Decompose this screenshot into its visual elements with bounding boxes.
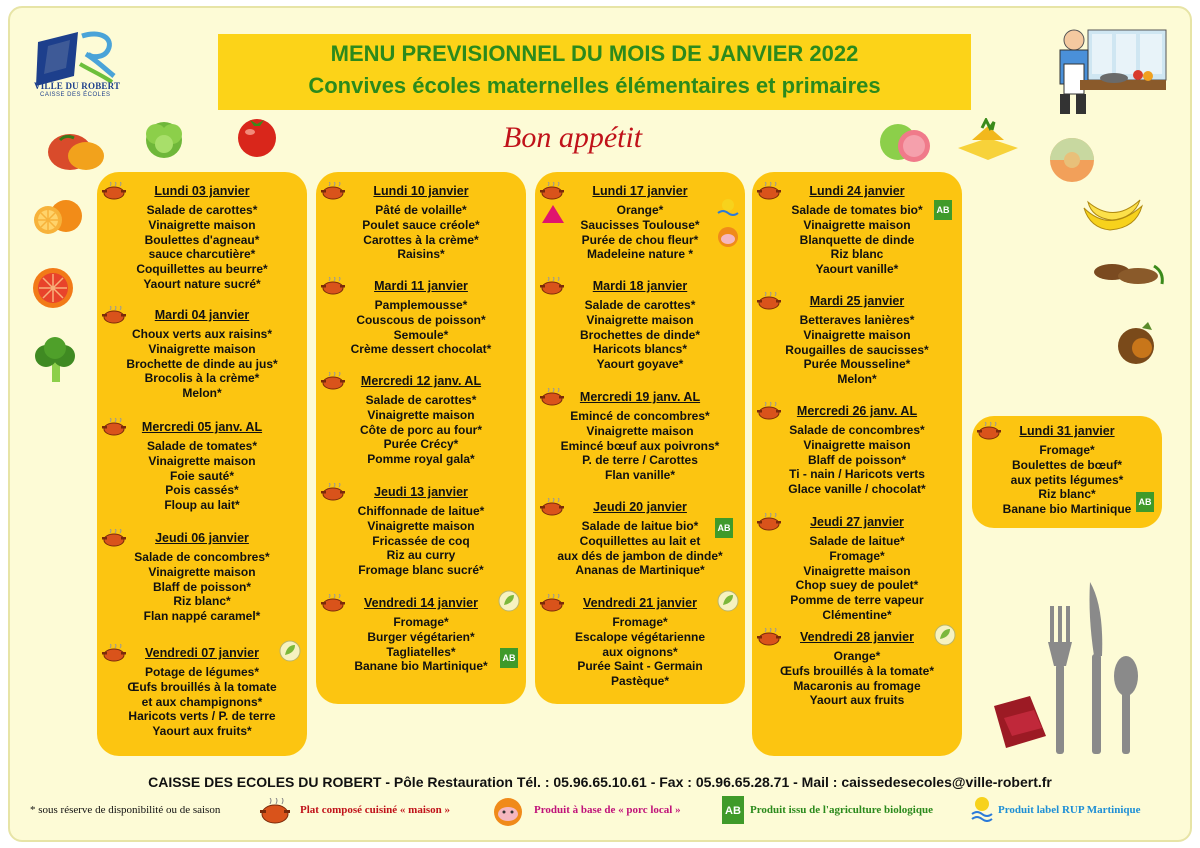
day-title: Mercredi 26 janv. AL xyxy=(796,404,918,418)
day-menu-items xyxy=(316,504,526,578)
guava-icon xyxy=(876,118,934,166)
menu-item: Ti - nain / Haricots verts xyxy=(789,467,925,482)
day-menu-items xyxy=(316,298,526,357)
menu-item: Pois cassés* xyxy=(165,483,239,498)
menu-item: Vinaigrette maison xyxy=(148,453,256,468)
day-block xyxy=(535,498,745,578)
menu-item: Pâté de volaille* xyxy=(375,203,467,217)
day-block xyxy=(972,422,1162,517)
menu-item: sauce charcutière* xyxy=(148,247,256,262)
menu-item: Purée Mousseline* xyxy=(803,357,911,372)
menu-item: Rougailles de saucisses* xyxy=(785,342,929,357)
day-block xyxy=(752,402,962,497)
tomato-icon xyxy=(232,114,282,158)
svg-text:AB: AB xyxy=(502,653,516,663)
tamarind-icon xyxy=(1092,256,1168,292)
day-title: Lundi 03 janvier xyxy=(154,184,250,198)
menu-item: Chiffonnade de laitue* xyxy=(357,504,485,518)
menu-item: Yaourt vanille* xyxy=(815,262,899,277)
menu-item: Salade de laitue* xyxy=(809,534,905,548)
day-block xyxy=(97,182,307,292)
menu-item: Orange* xyxy=(616,203,664,217)
day-menu-items xyxy=(535,409,745,483)
day-block xyxy=(316,182,526,262)
menu-item: Salade de tomates* xyxy=(146,439,258,453)
menu-item: Foie sauté* xyxy=(169,468,235,483)
day-menu-items xyxy=(752,203,962,277)
menu-item: Yaourt nature sucré* xyxy=(143,276,261,291)
day-title: Jeudi 20 janvier xyxy=(593,500,687,514)
menu-item: Orange* xyxy=(833,649,881,663)
ab-bio-icon xyxy=(500,648,518,668)
menu-item: Vinaigrette maison xyxy=(803,217,911,232)
menu-item: Yaourt goyave* xyxy=(596,357,684,372)
contact-info: CAISSE DES ECOLES DU ROBERT - Pôle Restauration Tél. : 05.96.65.10.61 - Fax : 05.96.65.28.71 - Mail : caissedesecoles@ville-robert.fr xyxy=(148,774,1052,790)
menu-item: Coquillettes au beurre* xyxy=(136,262,268,277)
svg-text:AB: AB xyxy=(725,805,741,817)
menu-item: Salade de concombres* xyxy=(134,550,270,564)
menu-item: Melon* xyxy=(182,386,222,401)
day-title: Jeudi 13 janvier xyxy=(374,485,468,499)
menu-item: Fromage blanc sucré* xyxy=(358,563,484,578)
menu-item: Pomme de terre vapeur xyxy=(790,593,924,608)
menu-item: Riz blanc* xyxy=(1038,487,1096,502)
menu-item: Tagliatelles* xyxy=(386,644,456,659)
menu-item: Purée Saint - Germain xyxy=(577,659,703,674)
day-menu-items xyxy=(752,313,962,387)
day-title: Lundi 10 janvier xyxy=(373,184,469,198)
menu-column-1 xyxy=(97,172,307,756)
menu-item: Vinaigrette maison xyxy=(803,563,911,578)
title-banner xyxy=(218,34,971,110)
legend-ab-bio-icon xyxy=(722,796,744,824)
day-menu-items xyxy=(535,203,745,262)
logo-name: VILLE DU ROBERT xyxy=(34,81,121,91)
day-block xyxy=(752,628,962,708)
menu-item: Potage de légumes* xyxy=(144,665,260,679)
day-menu-items xyxy=(316,615,526,674)
menu-item: Riz blanc* xyxy=(173,594,231,609)
day-menu-items xyxy=(535,298,745,372)
day-title: Vendredi 21 janvier xyxy=(583,596,697,610)
day-block xyxy=(316,277,526,357)
day-title: Mercredi 12 janv. AL xyxy=(360,374,482,388)
availability-note: * sous réserve de disponibilité ou de saison xyxy=(30,804,221,816)
cutlery-illustration xyxy=(990,576,1150,762)
menu-item: Fromage* xyxy=(829,548,885,563)
menu-item: Brochette de dinde au jus* xyxy=(126,356,278,371)
day-block xyxy=(752,292,962,387)
day-title: Vendredi 14 janvier xyxy=(364,596,478,610)
logo-subtitle: CAISSE DES ÉCOLES xyxy=(40,92,111,98)
mango-icon xyxy=(46,128,108,174)
legend-rup-icon xyxy=(970,796,994,822)
menu-item: Vinaigrette maison xyxy=(803,327,911,342)
day-block xyxy=(316,483,526,578)
menu-item: Fromage* xyxy=(1039,443,1095,457)
menu-item: Blaff de poisson* xyxy=(152,579,251,594)
vegetarian-leaf-icon xyxy=(717,590,739,612)
menu-item: Emincé bœuf aux poivrons* xyxy=(560,438,720,453)
menu-item: Vinaigrette maison xyxy=(148,341,256,356)
menu-item: Ananas de Martinique* xyxy=(575,563,705,578)
menu-item: Vinaigrette maison xyxy=(367,407,475,422)
menu-item: Betteraves lanières* xyxy=(799,313,915,327)
day-block xyxy=(535,277,745,372)
menu-item: Macaronis au fromage xyxy=(793,678,921,693)
day-title: Mercredi 19 janv. AL xyxy=(579,390,701,404)
menu-item: Saucisses Toulouse* xyxy=(580,217,700,232)
menu-item: Vinaigrette maison xyxy=(586,423,694,438)
day-menu-items xyxy=(97,327,307,401)
sapodilla-icon xyxy=(1112,320,1164,368)
day-menu-items xyxy=(535,519,745,578)
menu-item: Salade de laitue bio* xyxy=(581,519,699,533)
menu-item: Carottes à la crème* xyxy=(363,232,479,247)
legend-porc: Produit à base de « porc local » xyxy=(534,804,681,816)
menu-item: Fricassée de coq xyxy=(372,533,470,548)
legend-bio: Produit issu de l'agriculture biologique xyxy=(750,804,933,816)
page-subtitle: Convives écoles maternelles élémentaires et primaires xyxy=(308,73,881,98)
day-title: Lundi 31 janvier xyxy=(1019,424,1115,438)
day-title: Jeudi 06 janvier xyxy=(155,531,249,545)
day-block xyxy=(97,644,307,739)
menu-item: Floup au lait* xyxy=(164,498,240,513)
day-block xyxy=(97,529,307,624)
pineapple-icon xyxy=(952,118,1024,162)
menu-item: Banane bio Martinique* xyxy=(354,659,488,674)
day-title: Vendredi 07 janvier xyxy=(145,646,259,660)
day-title: Mardi 25 janvier xyxy=(809,294,905,308)
day-title: Mardi 18 janvier xyxy=(592,279,688,293)
svg-text:AB: AB xyxy=(717,523,731,533)
menu-item: Haricots verts / P. de terre xyxy=(128,709,276,724)
day-block xyxy=(752,182,962,277)
day-block xyxy=(316,594,526,674)
day-title: Lundi 24 janvier xyxy=(809,184,905,198)
menu-item: Salade de concombres* xyxy=(789,423,925,437)
menu-item: Purée de chou fleur* xyxy=(581,232,699,247)
vegetarian-leaf-icon xyxy=(934,624,956,646)
menu-item: Glace vanille / chocolat* xyxy=(788,482,926,497)
menu-item: Pomme royal gala* xyxy=(367,452,475,467)
menu-item: Coquillettes au lait et xyxy=(579,533,701,548)
day-block xyxy=(535,182,745,262)
menu-item: Couscous de poisson* xyxy=(356,312,486,327)
menu-item: Flan vanille* xyxy=(604,468,676,483)
legend-rup: Produit label RUP Martinique xyxy=(998,804,1141,816)
menu-item: Pastèque* xyxy=(610,674,670,689)
vegetarian-leaf-icon xyxy=(498,590,520,612)
greeting: Bon appétit xyxy=(503,121,643,154)
legend-maison: Plat composé cuisiné « maison » xyxy=(300,804,451,816)
lettuce-icon xyxy=(140,116,188,160)
rup-label-icon xyxy=(717,198,739,220)
menu-column-2 xyxy=(316,172,526,704)
ab-bio-icon xyxy=(715,518,733,538)
day-menu-items xyxy=(972,443,1162,517)
triangle-marker-icon xyxy=(541,204,565,224)
melon-icon xyxy=(1040,134,1104,184)
day-menu-items xyxy=(97,439,307,513)
day-menu-items xyxy=(97,203,307,292)
day-title: Mercredi 05 janv. AL xyxy=(141,420,263,434)
menu-item: Blaff de poisson* xyxy=(807,452,906,467)
day-title: Vendredi 28 janvier xyxy=(800,630,914,644)
menu-item: Salade de carottes* xyxy=(365,393,477,407)
menu-item: Brocolis à la crème* xyxy=(144,371,260,386)
menu-item: Fromage* xyxy=(612,615,668,629)
menu-item: Salade de tomates bio* xyxy=(791,203,923,217)
menu-item: Raisins* xyxy=(397,247,445,262)
legend-pot-icon xyxy=(258,798,292,824)
menu-item: Riz au curry xyxy=(386,548,456,563)
day-menu-items xyxy=(535,615,745,689)
svg-text:AB: AB xyxy=(936,205,950,215)
menu-item: Burger végétarien* xyxy=(367,629,475,644)
banana-icon xyxy=(1080,194,1146,238)
menu-item: aux oignons* xyxy=(602,644,678,659)
menu-item: Blanquette de dinde xyxy=(799,232,915,247)
menu-item: Melon* xyxy=(837,372,877,387)
ab-bio-icon xyxy=(1136,492,1154,512)
menu-column-3 xyxy=(535,172,745,704)
day-menu-items xyxy=(752,649,962,708)
menu-item: Riz blanc xyxy=(830,247,884,262)
menu-item: Pamplemousse* xyxy=(374,298,468,312)
day-title: Jeudi 27 janvier xyxy=(810,515,904,529)
menu-item: P. de terre / Carottes xyxy=(582,453,698,468)
menu-column-4 xyxy=(752,172,962,756)
vegetarian-leaf-icon xyxy=(279,640,301,662)
menu-item: aux dés de jambon de dinde* xyxy=(557,548,723,563)
menu-item: Salade de carottes* xyxy=(584,298,696,312)
menu-item: et aux champignons* xyxy=(141,694,263,709)
day-menu-items xyxy=(752,423,962,497)
day-block xyxy=(316,372,526,467)
menu-item: Vinaigrette maison xyxy=(803,437,911,452)
menu-item: Salade de carottes* xyxy=(146,203,258,217)
ab-bio-icon xyxy=(934,200,952,220)
menu-item: Chop suey de poulet* xyxy=(795,578,919,593)
menu-item: Vinaigrette maison xyxy=(148,564,256,579)
menu-item: Choux verts aux raisins* xyxy=(131,327,273,341)
day-block xyxy=(535,388,745,483)
menu-item: Brochettes de dinde* xyxy=(579,327,701,342)
chef-kitchen-illustration xyxy=(1040,20,1170,120)
menu-item: Poulet sauce créole* xyxy=(362,217,480,232)
day-menu-items xyxy=(316,203,526,262)
menu-item: Crème dessert chocolat* xyxy=(350,342,492,357)
menu-item: Fromage* xyxy=(393,615,449,629)
day-title: Mardi 11 janvier xyxy=(374,279,468,293)
day-title: Mardi 04 janvier xyxy=(154,308,250,322)
menu-item: Purée Crécy* xyxy=(383,437,459,452)
day-block xyxy=(97,418,307,513)
svg-text:AB: AB xyxy=(1138,497,1152,507)
day-menu-items xyxy=(316,393,526,467)
broccoli-icon xyxy=(30,336,82,384)
day-menu-items xyxy=(752,534,962,623)
menu-item: Vinaigrette maison xyxy=(586,312,694,327)
day-block xyxy=(97,306,307,401)
menu-item: Vinaigrette maison xyxy=(148,217,256,232)
menu-item: aux petits légumes* xyxy=(1010,472,1124,487)
day-title: Lundi 17 janvier xyxy=(592,184,688,198)
menu-item: Yaourt aux fruits* xyxy=(152,724,252,739)
menu-item: Boulettes de bœuf* xyxy=(1012,457,1122,472)
menu-item: Haricots blancs* xyxy=(592,342,688,357)
menu-item: Côte de porc au four* xyxy=(359,422,482,437)
menu-item: Œufs brouillés à la tomate* xyxy=(779,663,935,678)
menu-item: Semoule* xyxy=(393,327,449,342)
day-menu-items xyxy=(97,550,307,624)
menu-item: Banane bio Martinique xyxy=(1002,502,1132,517)
day-block xyxy=(535,594,745,689)
menu-item: Flan nappé caramel* xyxy=(143,609,261,624)
menu-item: Boulettes d'agneau* xyxy=(144,232,260,247)
menu-item: Madeleine nature * xyxy=(586,247,694,262)
day-menu-items xyxy=(97,665,307,739)
menu-column-5 xyxy=(972,416,1162,528)
porc-local-icon xyxy=(717,226,739,248)
menu-item: Vinaigrette maison xyxy=(367,518,475,533)
menu-item: Yaourt aux fruits xyxy=(809,693,905,708)
legend-porc-local-icon xyxy=(490,796,526,828)
menu-item: Clémentine* xyxy=(822,607,892,622)
menu-item: Escalope végétarienne xyxy=(574,629,706,644)
menu-item: Œufs brouillés à la tomate xyxy=(127,679,277,694)
orange-slice-icon xyxy=(30,196,86,238)
day-block xyxy=(752,513,962,623)
menu-item: Emincé de concombres* xyxy=(570,409,710,423)
page-title: MENU PREVISIONNEL DU MOIS DE JANVIER 2022 xyxy=(330,41,859,66)
grapefruit-icon xyxy=(30,266,76,310)
